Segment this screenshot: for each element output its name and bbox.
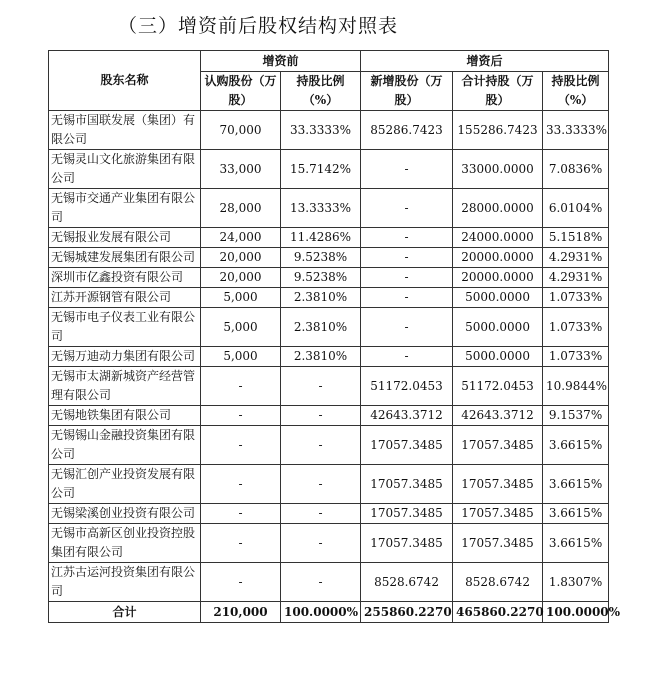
table-row (49, 406, 609, 426)
table-row (49, 465, 609, 504)
cell-ratio-after: 3.6615% (543, 524, 609, 563)
cell-subscribed: 28,000 (201, 189, 281, 228)
table-row (49, 248, 609, 268)
cell-ratio-after: 4.2931% (543, 268, 609, 288)
cell-ratio-before: - (281, 504, 361, 524)
cell-total-shares: 155286.7423 (453, 111, 543, 150)
cell-total-shares: 20000.0000 (453, 268, 543, 288)
cell-ratio-before: - (281, 406, 361, 426)
table-row (49, 426, 609, 465)
cell-total-shares: 17057.3485 (453, 426, 543, 465)
cell-total-shares: 8528.6742 (453, 563, 543, 602)
cell-new-shares: - (361, 248, 453, 268)
cell-new-shares: - (361, 268, 453, 288)
cell-ratio-after: 7.0836% (543, 150, 609, 189)
cell-new-shares: 8528.6742 (361, 563, 453, 602)
cell-shareholder-name: 无锡市高新区创业投资控股集团有限公司 (49, 524, 201, 563)
cell-new-shares: - (361, 308, 453, 347)
cell-new-shares: 17057.3485 (361, 426, 453, 465)
table-row (49, 111, 609, 150)
cell-ratio-before: 2.3810% (281, 288, 361, 308)
cell-total-shares: 17057.3485 (453, 465, 543, 504)
cell-ratio-before: 13.3333% (281, 189, 361, 228)
table-row (49, 367, 609, 406)
cell-new-shares: 17057.3485 (361, 465, 453, 504)
page-title: （三）增资前后股权结构对照表 (118, 15, 399, 37)
cell-total-shares: 20000.0000 (453, 248, 543, 268)
cell-subscribed: - (201, 524, 281, 563)
total-ratio-before: 100.0000% (281, 602, 361, 623)
cell-ratio-after: 3.6615% (543, 504, 609, 524)
header-ratio-after: 持股比例（%） (543, 72, 609, 111)
cell-shareholder-name: 无锡灵山文化旅游集团有限公司 (49, 150, 201, 189)
cell-ratio-before: 2.3810% (281, 308, 361, 347)
equity-structure-table (48, 50, 621, 623)
cell-ratio-before: 11.4286% (281, 228, 361, 248)
cell-shareholder-name: 无锡万迪动力集团有限公司 (49, 347, 201, 367)
table-row (49, 308, 609, 347)
cell-shareholder-name: 无锡地铁集团有限公司 (49, 406, 201, 426)
cell-total-shares: 42643.3712 (453, 406, 543, 426)
table-row (49, 288, 609, 308)
table-row (49, 563, 609, 602)
cell-subscribed: - (201, 504, 281, 524)
cell-ratio-after: 6.0104% (543, 189, 609, 228)
header-ratio-before: 持股比例（%） (281, 72, 361, 111)
cell-total-shares: 5000.0000 (453, 308, 543, 347)
cell-shareholder-name: 无锡市交通产业集团有限公司 (49, 189, 201, 228)
cell-total-shares: 5000.0000 (453, 347, 543, 367)
cell-ratio-after: 1.0733% (543, 347, 609, 367)
table-row (49, 347, 609, 367)
cell-new-shares: 42643.3712 (361, 406, 453, 426)
cell-ratio-before: 33.3333% (281, 111, 361, 150)
cell-new-shares: - (361, 347, 453, 367)
cell-shareholder-name: 江苏古运河投资集团有限公司 (49, 563, 201, 602)
cell-ratio-after: 1.8307% (543, 563, 609, 602)
cell-ratio-after: 3.6615% (543, 465, 609, 504)
total-new-shares: 255860.2270 (361, 602, 453, 623)
cell-ratio-after: 5.1518% (543, 228, 609, 248)
cell-ratio-before: 2.3810% (281, 347, 361, 367)
cell-subscribed: - (201, 563, 281, 602)
total-row (49, 602, 609, 623)
cell-shareholder-name: 深圳市亿鑫投资有限公司 (49, 268, 201, 288)
cell-subscribed: 5,000 (201, 288, 281, 308)
table-row (49, 189, 609, 228)
header-new-shares: 新增股份（万股） (361, 72, 453, 111)
cell-shareholder-name: 江苏开源钢管有限公司 (49, 288, 201, 308)
cell-total-shares: 5000.0000 (453, 288, 543, 308)
cell-ratio-after: 1.0733% (543, 288, 609, 308)
cell-ratio-after: 10.9844% (543, 367, 609, 406)
cell-shareholder-name: 无锡市电子仪表工业有限公司 (49, 308, 201, 347)
cell-new-shares: 85286.7423 (361, 111, 453, 150)
cell-new-shares: 17057.3485 (361, 524, 453, 563)
cell-shareholder-name: 无锡汇创产业投资发展有限公司 (49, 465, 201, 504)
cell-subscribed: 33,000 (201, 150, 281, 189)
header-before: 增资前 (201, 51, 361, 72)
cell-ratio-before: 9.5238% (281, 268, 361, 288)
cell-ratio-before: - (281, 367, 361, 406)
header-after: 增资后 (361, 51, 609, 72)
cell-total-shares: 24000.0000 (453, 228, 543, 248)
cell-shareholder-name: 无锡梁溪创业投资有限公司 (49, 504, 201, 524)
cell-ratio-before: - (281, 426, 361, 465)
cell-ratio-before: - (281, 465, 361, 504)
cell-shareholder-name: 无锡市太湖新城资产经营管理有限公司 (49, 367, 201, 406)
cell-shareholder-name: 无锡报业发展有限公司 (49, 228, 201, 248)
cell-ratio-before: 15.7142% (281, 150, 361, 189)
cell-total-shares: 17057.3485 (453, 504, 543, 524)
cell-ratio-before: 9.5238% (281, 248, 361, 268)
cell-new-shares: 17057.3485 (361, 504, 453, 524)
cell-subscribed: 5,000 (201, 308, 281, 347)
cell-ratio-before: - (281, 563, 361, 602)
cell-shareholder-name: 无锡锡山金融投资集团有限公司 (49, 426, 201, 465)
total-subscribed: 210,000 (201, 602, 281, 623)
cell-subscribed: 20,000 (201, 248, 281, 268)
cell-ratio-after: 3.6615% (543, 426, 609, 465)
cell-new-shares: - (361, 228, 453, 248)
cell-total-shares: 51172.0453 (453, 367, 543, 406)
table-row (49, 228, 609, 248)
cell-shareholder-name: 无锡市国联发展（集团）有限公司 (49, 111, 201, 150)
cell-total-shares: 33000.0000 (453, 150, 543, 189)
cell-subscribed: 24,000 (201, 228, 281, 248)
total-total-shares: 465860.2270 (453, 602, 543, 623)
cell-total-shares: 28000.0000 (453, 189, 543, 228)
cell-ratio-after: 9.1537% (543, 406, 609, 426)
table-row (49, 268, 609, 288)
cell-ratio-after: 33.3333% (543, 111, 609, 150)
cell-subscribed: - (201, 426, 281, 465)
total-ratio-after: 100.0000% (543, 602, 609, 623)
table-row (49, 524, 609, 563)
header-total-shares: 合计持股（万股） (453, 72, 543, 111)
cell-total-shares: 17057.3485 (453, 524, 543, 563)
cell-ratio-after: 4.2931% (543, 248, 609, 268)
cell-ratio-before: - (281, 524, 361, 563)
cell-subscribed: - (201, 367, 281, 406)
cell-subscribed: 20,000 (201, 268, 281, 288)
cell-subscribed: - (201, 406, 281, 426)
header-shareholder: 股东名称 (49, 51, 201, 111)
cell-subscribed: 70,000 (201, 111, 281, 150)
cell-subscribed: - (201, 465, 281, 504)
table-row (49, 150, 609, 189)
cell-subscribed: 5,000 (201, 347, 281, 367)
cell-new-shares: - (361, 189, 453, 228)
cell-new-shares: - (361, 288, 453, 308)
cell-shareholder-name: 无锡城建发展集团有限公司 (49, 248, 201, 268)
total-label: 合计 (49, 602, 201, 623)
cell-new-shares: 51172.0453 (361, 367, 453, 406)
header-subscribed: 认购股份（万股） (201, 72, 281, 111)
cell-new-shares: - (361, 150, 453, 189)
table-row (49, 504, 609, 524)
cell-ratio-after: 1.0733% (543, 308, 609, 347)
